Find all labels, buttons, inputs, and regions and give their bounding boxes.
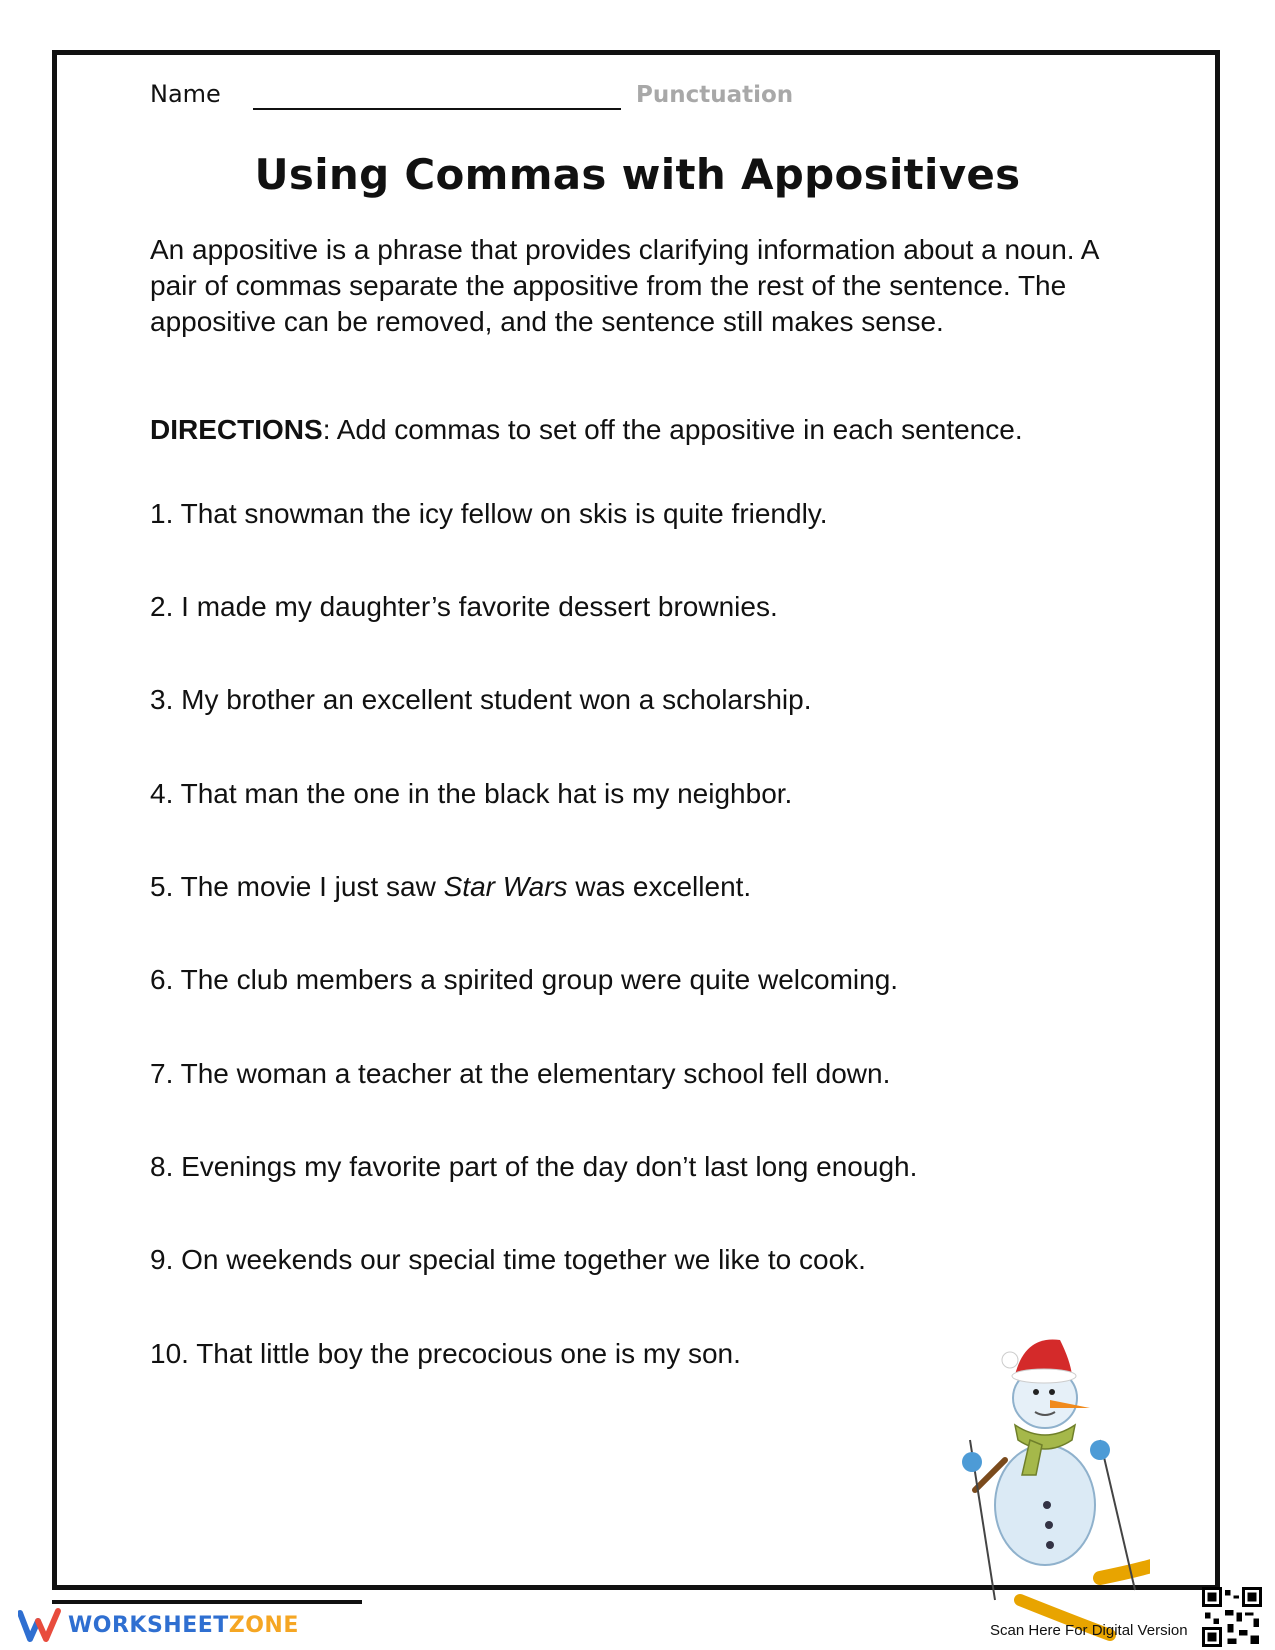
question-5-before: 5. The movie I just saw (150, 871, 444, 902)
question-2: 2. I made my daughter’s favorite dessert brownies. (150, 591, 778, 622)
question-3: 3. My brother an excellent student won a scholarship. (150, 684, 812, 715)
directions-label: DIRECTIONS (150, 414, 323, 445)
directions-text: : Add commas to set off the appositive in each sentence. (322, 414, 1023, 445)
logo-text: WORKSHEETZONE (68, 1612, 299, 1638)
topic-label: Punctuation (636, 82, 794, 108)
directions (150, 412, 1050, 448)
question-4: 4. That man the one in the black hat is my neighbor. (150, 778, 793, 809)
question-1: 1. That snowman the icy fellow on skis is quite friendly. (150, 498, 828, 529)
bottom-border-segment (52, 1600, 362, 1604)
name-label: Name (150, 80, 221, 108)
question-5-after: was excellent. (567, 871, 752, 902)
name-field-line[interactable] (253, 108, 621, 110)
question-5-title: Star Wars (443, 871, 568, 902)
intro-paragraph: An appositive is a phrase that provides clarifying information about a noun. A pair of commas separate the appositive from the rest of the sentence. The appositive can be removed, and the sentence still makes sense. (150, 234, 1098, 337)
scan-text: Scan Here For Digital Version (990, 1622, 1188, 1639)
worksheetzone-logo[interactable] (18, 1605, 299, 1645)
question-9: 9. On weekends our special time together we like to cook. (150, 1244, 866, 1275)
qr-code[interactable] (1202, 1587, 1262, 1647)
question-6: 6. The club members a spirited group were quite welcoming. (150, 964, 899, 995)
question-8: 8. Evenings my favorite part of the day don’t last long enough. (150, 1151, 918, 1182)
question-5 (150, 869, 751, 905)
page-title: Using Commas with Appositives (254, 150, 1021, 199)
question-7: 7. The woman a teacher at the elementary school fell down. (150, 1058, 891, 1089)
worksheetzone-logo-icon (18, 1607, 62, 1643)
snowman-illustration (950, 1300, 1150, 1650)
question-10: 10. That little boy the precocious one is my son. (150, 1338, 741, 1369)
